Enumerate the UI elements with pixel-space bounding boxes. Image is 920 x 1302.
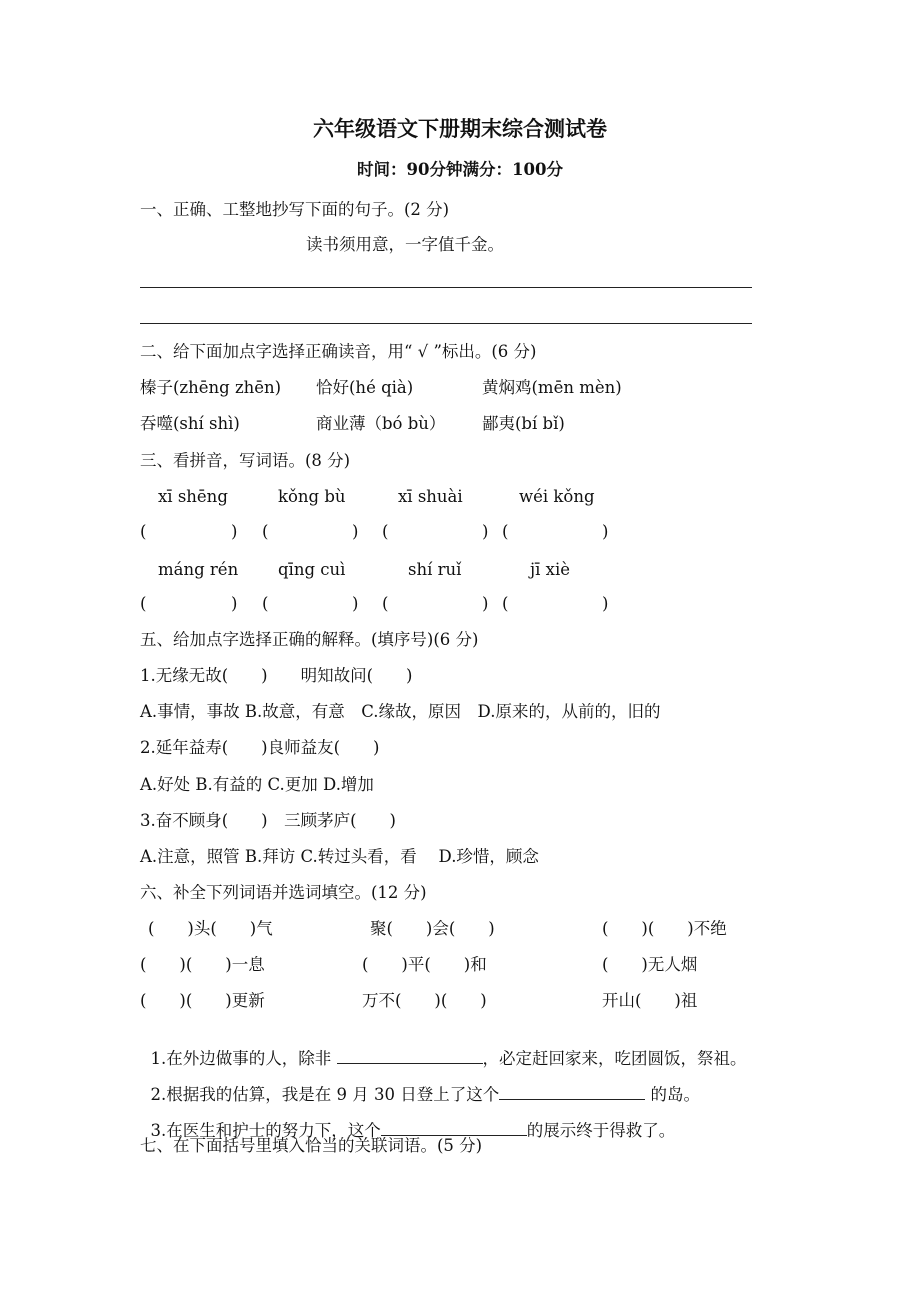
q5-heading: 五、给加点字选择正确的解释。(填序号)(6 分): [140, 630, 479, 649]
answer-paren-close[interactable]: ): [231, 594, 238, 613]
answer-line-1[interactable]: [140, 287, 752, 288]
q2-item: 鄙夷(bí bǐ): [482, 414, 565, 433]
answer-paren-close[interactable]: ): [352, 522, 359, 541]
sentence-text: ，必定赶回家来，吃团圆饭，祭祖。: [482, 1048, 747, 1068]
answer-paren-open[interactable]: (: [502, 522, 509, 541]
q5-line: A.好处 B.有益的 C.更加 D.增加: [140, 775, 374, 794]
q2-heading: 二、给下面加点字选择正确读音，用“ √ ”标出。(6 分): [140, 342, 537, 361]
q6-fill-sentence-2: [140, 1065, 700, 1103]
q2-item: 黄焖鸡(mēn mèn): [482, 378, 622, 397]
q5-line: 2.延年益寿( )良师益友( ): [140, 738, 380, 757]
q3-heading: 三、看拼音，写词语。(8 分): [140, 451, 351, 470]
answer-paren-close[interactable]: ): [231, 522, 238, 541]
answer-paren-open[interactable]: (: [382, 522, 389, 541]
q2-item: 恰好(hé qià): [316, 378, 414, 397]
answer-paren-close[interactable]: ): [482, 594, 489, 613]
pinyin: shí ruǐ: [408, 560, 462, 579]
pinyin: máng rén: [158, 560, 239, 579]
q6-word[interactable]: 开山( )祖: [602, 991, 698, 1010]
q2-item: 商业薄（bó bù）: [316, 414, 446, 433]
fill-blank[interactable]: [381, 1118, 527, 1136]
pinyin: xī shuài: [398, 487, 463, 506]
sentence-text: 3.在医生和护士的努力下，这个: [150, 1120, 381, 1140]
q5-line: 1.无缘无故( ) 明知故问( ): [140, 666, 413, 685]
answer-paren-open[interactable]: (: [140, 522, 147, 541]
q6-word[interactable]: 万不( )( ): [362, 991, 487, 1010]
exam-info: 时间：90分钟满分：100分: [357, 160, 563, 179]
pinyin: kǒng bù: [278, 487, 346, 506]
q6-fill-sentence-3: [140, 1101, 675, 1139]
pinyin: wéi kǒng: [519, 487, 595, 506]
q6-word[interactable]: ( )( )一息: [140, 955, 265, 974]
sentence-text: 的展示终于得救了。: [526, 1120, 676, 1140]
q6-word[interactable]: ( )无人烟: [602, 955, 698, 974]
answer-paren-close[interactable]: ): [602, 594, 609, 613]
answer-paren-close[interactable]: ): [602, 522, 609, 541]
sentence-text: 的岛。: [645, 1084, 700, 1104]
q6-word[interactable]: ( )平( )和: [362, 955, 487, 974]
pinyin: xī shēng: [158, 487, 228, 506]
q6-word[interactable]: ( )( )更新: [140, 991, 265, 1010]
answer-paren-open[interactable]: (: [262, 594, 269, 613]
pinyin: qīng cuì: [278, 560, 346, 579]
answer-paren-close[interactable]: ): [482, 522, 489, 541]
q1-sentence: 读书须用意，一字值千金。: [306, 235, 504, 254]
answer-paren-open[interactable]: (: [262, 522, 269, 541]
q5-line: A.注意，照管 B.拜访 C.转过头看，看 D.珍惜，顾念: [140, 847, 539, 866]
pinyin: jī xiè: [530, 560, 570, 579]
q6-fill-sentence-1: [140, 1029, 747, 1067]
q2-item: 吞噬(shí shì): [140, 414, 240, 433]
q6-word[interactable]: ( )( )不绝: [602, 919, 727, 938]
q2-item: 榛子(zhēng zhēn): [140, 378, 282, 397]
answer-paren-open[interactable]: (: [382, 594, 389, 613]
answer-paren-open[interactable]: (: [502, 594, 509, 613]
fill-blank[interactable]: [499, 1082, 645, 1100]
answer-paren-close[interactable]: ): [352, 594, 359, 613]
q6-word[interactable]: ( )头( )气: [148, 919, 273, 938]
answer-paren-open[interactable]: (: [140, 594, 147, 613]
q5-line: 3.奋不顾身( ) 三顾茅庐( ): [140, 811, 396, 830]
q5-line: A.事情，事故 B.故意，有意 C.缘故，原因 D.原来的，从前的，旧的: [140, 702, 661, 721]
q1-heading: 一、正确、工整地抄写下面的句子。(2 分): [140, 200, 450, 219]
sentence-text: 1.在外边做事的人，除非: [150, 1048, 337, 1068]
answer-line-2[interactable]: [140, 323, 752, 324]
q6-word[interactable]: 聚( )会( ): [370, 919, 495, 938]
fill-blank[interactable]: [337, 1046, 483, 1064]
page-title: 六年级语文下册期末综合测试卷: [313, 116, 607, 141]
q6-heading: 六、补全下列词语并选词填空。(12 分): [140, 883, 427, 902]
q7-heading: 七、在下面括号里填入恰当的关联词语。(5 分): [140, 1136, 483, 1155]
sentence-text: 2.根据我的估算，我是在 9 月 30 日登上了这个: [150, 1084, 500, 1104]
